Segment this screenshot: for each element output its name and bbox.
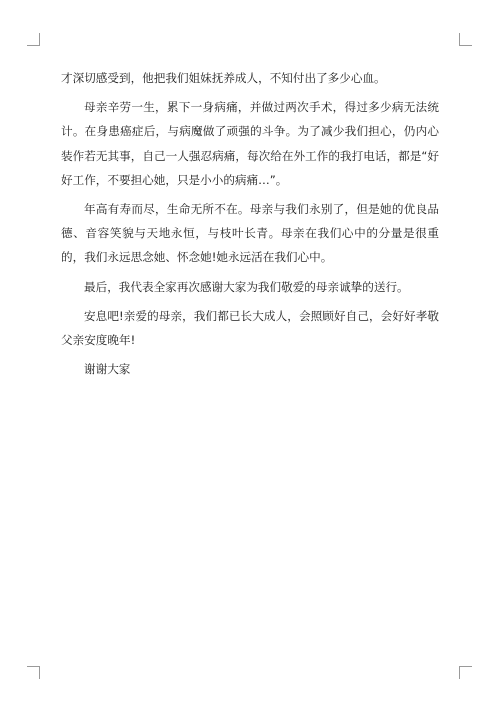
- corner-mark-top-left: [27, 33, 40, 46]
- paragraph-rest-in-peace: 安息吧!亲爱的母亲，我们都已长大成人，会照顾好自己，会好好孝敬父亲安度晚年!: [61, 308, 439, 348]
- corner-mark-bottom-left: [27, 666, 40, 679]
- document-body: [61, 66, 439, 386]
- paragraph-closing-thanks: 谢谢大家: [84, 362, 131, 377]
- corner-mark-bottom-right: [459, 666, 472, 679]
- paragraph-thanks-farewell: 最后，我代表全家再次感谢大家为我们敬爱的母亲诚挚的送行。: [84, 279, 409, 294]
- paragraph-mother-illness: 母亲辛劳一生，累下一身病痛，并做过两次手术，得过多少病无法统计。在身患癌症后，与病魔做了顽强的斗争。为了减少我们担心，仍内心装作若无其事，自己一人强忍病痛，每次给在外工作的我打电话，都是“好好工作，不要担心她，只是小小的病痛…”。: [61, 100, 439, 187]
- paragraph-continuation: 才深切感受到，他把我们姐妹抚养成人，不知付出了多少心血。: [61, 71, 386, 85]
- paragraph-remembrance: 年高有寿而尽，生命无所不在。母亲与我们永别了，但是她的优良品德、音容笑貌与天地永恒，与枝叶长青。母亲在我们心中的分量是很重的，我们永远思念她、怀念她!她永远活在我们心中。: [61, 202, 439, 265]
- corner-mark-top-right: [459, 33, 472, 46]
